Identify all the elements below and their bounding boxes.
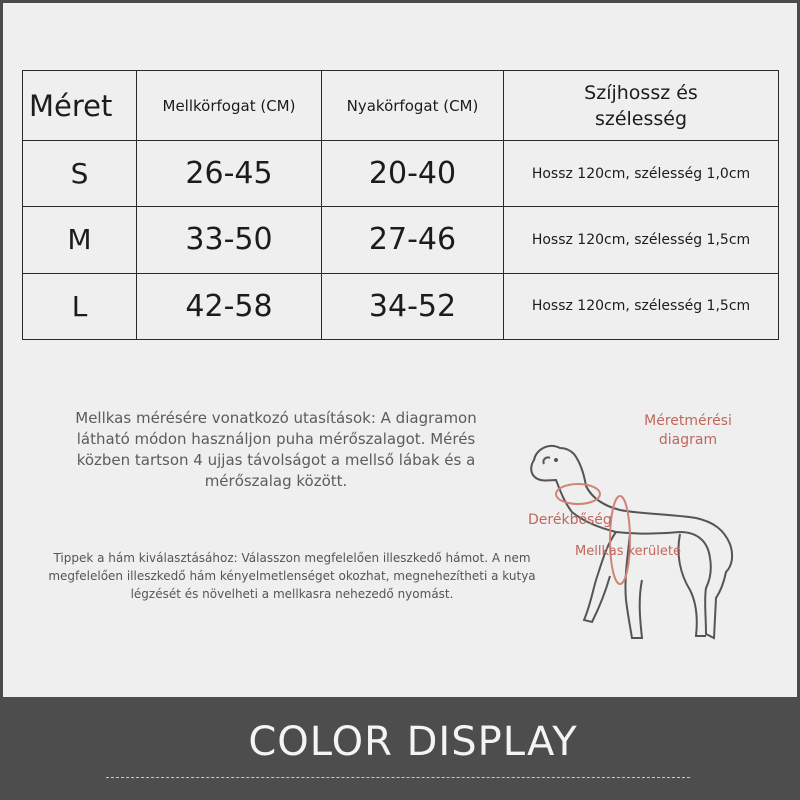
banner-title: COLOR DISPLAY: [248, 719, 578, 765]
cell-strap: Hossz 120cm, szélesség 1,0cm: [504, 141, 779, 207]
diagram-title-line1: Méretmérési: [644, 413, 732, 429]
header-size: Méret: [23, 71, 137, 141]
cell-chest: 26-45: [137, 141, 322, 207]
header-strap-line2: szélesség: [594, 107, 688, 130]
chest-label: Mellkas kerülete: [575, 544, 681, 559]
header-strap: [504, 71, 779, 141]
cell-chest: 33-50: [137, 207, 322, 273]
cell-neck: 27-46: [322, 207, 504, 273]
diagram-title-line2: diagram: [658, 432, 718, 448]
waist-label: Derékbőség: [528, 512, 612, 528]
harness-tips: Tippek a hám kiválasztásához: Válasszon megfelelően illeszkedő hámot. A nem megfelelően illeszkedő hám kényelmetlenséget okozhat, megnehezítheti a kutya légzését és növelheti a mellkasra nehezedő nyomást.: [48, 551, 536, 601]
cell-neck: 20-40: [322, 141, 504, 207]
header-neck: Nyakörfogat (CM): [322, 71, 504, 141]
dashed-divider: [106, 777, 690, 778]
cell-strap: Hossz 120cm, szélesség 1,5cm: [504, 207, 779, 273]
table-row: [23, 273, 779, 339]
size-table: [22, 70, 779, 340]
cell-size: S: [23, 141, 137, 207]
dog-silhouette-icon: [520, 430, 800, 690]
header-strap-line1: Szíjhossz és: [584, 81, 698, 104]
table-header-row: [23, 71, 779, 141]
cell-chest: 42-58: [137, 273, 322, 339]
cell-strap: Hossz 120cm, szélesség 1,5cm: [504, 273, 779, 339]
table-row: [23, 141, 779, 207]
table-row: [23, 207, 779, 273]
measuring-instructions: Mellkas mérésére vonatkozó utasítások: A diagramon látható módon használjon puha mérőszalagot. Mérés közben tartson 4 ujjas távolságot a mellső lábak és a mérőszalag között.: [75, 409, 477, 490]
cell-size: M: [23, 207, 137, 273]
header-chest: Mellkörfogat (CM): [137, 71, 322, 141]
cell-neck: 34-52: [322, 273, 504, 339]
cell-size: L: [23, 273, 137, 339]
